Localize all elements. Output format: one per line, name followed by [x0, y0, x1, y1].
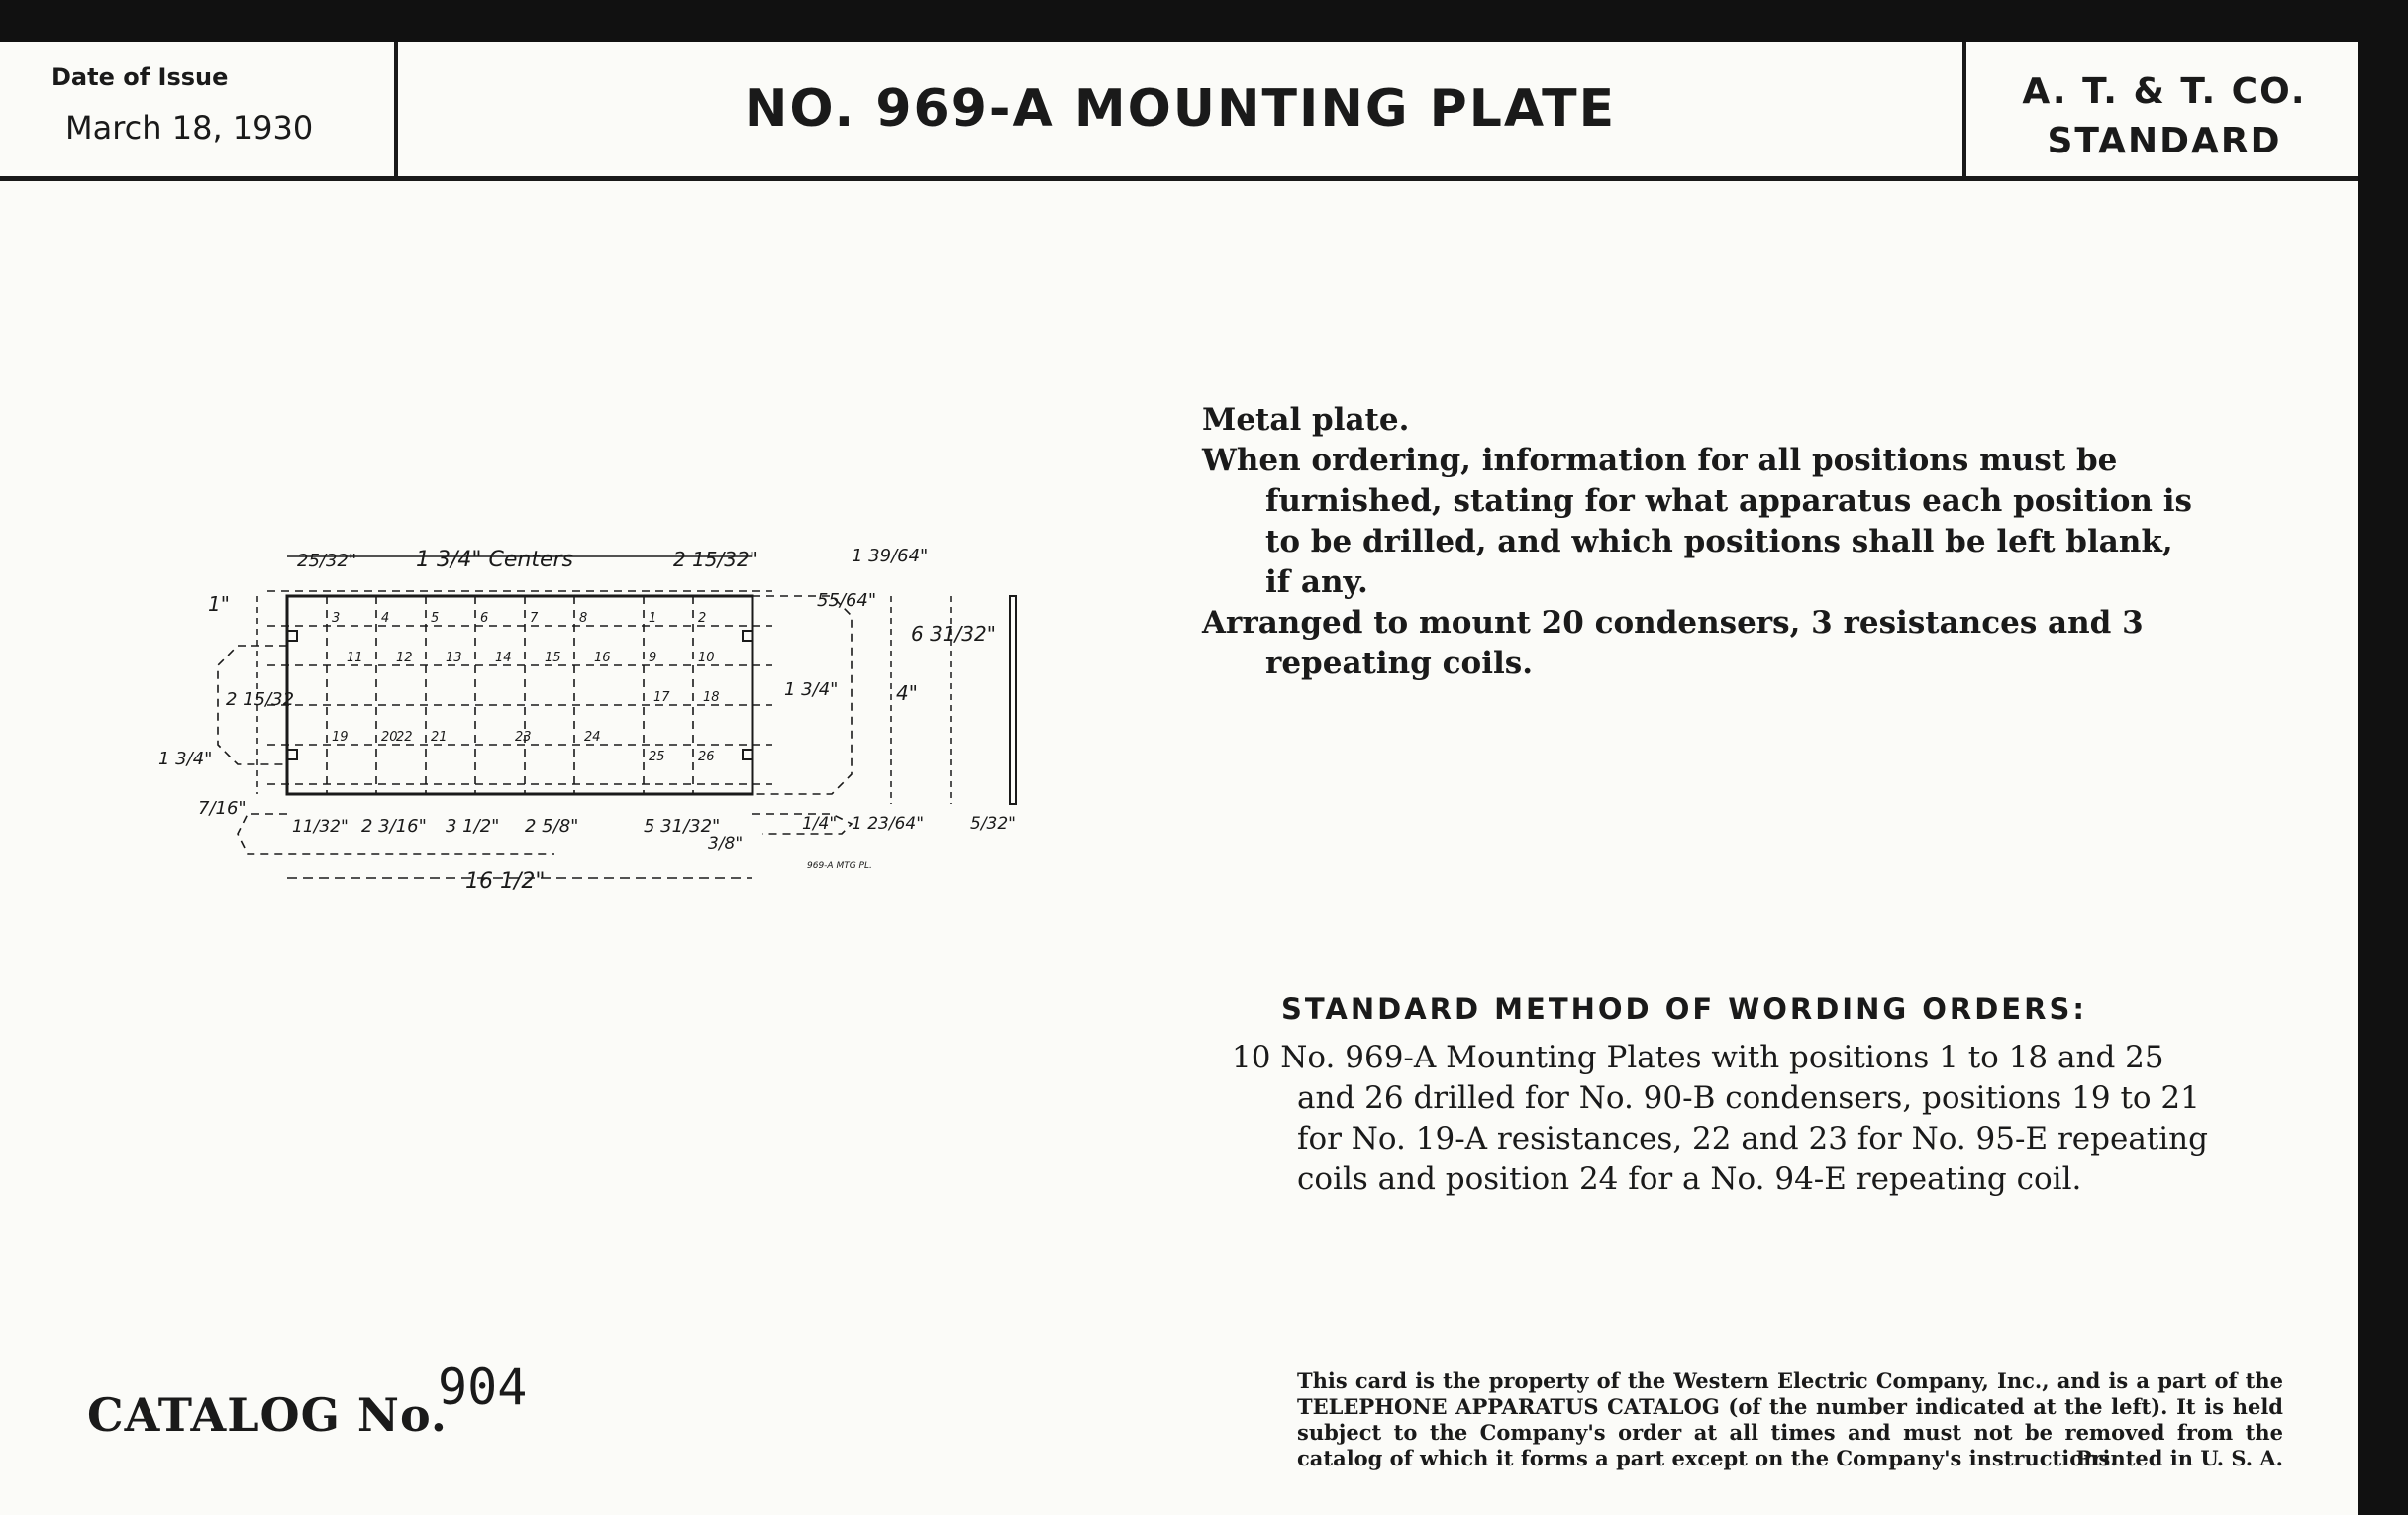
- position-label: 12: [396, 651, 413, 665]
- dim-2-3-16: 2 3/16": [361, 816, 427, 837]
- page-title: NO. 969-A MOUNTING PLATE: [744, 79, 1617, 139]
- position-label: 14: [495, 651, 512, 665]
- dim-overall: 16 1/2": [465, 869, 546, 894]
- position-label: 1: [649, 611, 657, 626]
- ownership-text: This card is the property of the Western Electric Company, Inc., and is a part of the TELEPHONE APPARATUS CATALOG (of the number indicated at the left). It is held subject to the Company's order at all times and must not be removed from the catalog of which it forms a part except on the Company's instructions.: [1297, 1368, 2283, 1470]
- dim-25-32: 25/32": [297, 551, 357, 571]
- dim-5-32: 5/32": [970, 814, 1016, 834]
- position-label: 25: [649, 750, 665, 764]
- position-label: 6: [480, 611, 489, 626]
- dim-1-39-64: 1 39/64": [852, 546, 929, 566]
- dim-1-23-64: 1 23/64": [852, 814, 925, 834]
- position-label: 10: [698, 651, 715, 665]
- dim-3-8: 3/8": [708, 834, 744, 854]
- mounting-plate-drawing: [158, 517, 1050, 933]
- catalog-label: CATALOG No.: [87, 1388, 448, 1442]
- dim-centers: 1 3/4" Centers: [416, 548, 574, 572]
- position-label: 20: [381, 730, 398, 745]
- position-label: 2: [698, 611, 707, 626]
- position-label: 13: [446, 651, 462, 665]
- dim-5-31-32: 5 31/32": [644, 816, 721, 837]
- issue-date-label: Date of Issue: [51, 63, 229, 91]
- position-label: 24: [584, 730, 601, 745]
- dim-1: 1": [208, 592, 230, 616]
- issue-date-box: [0, 42, 398, 176]
- position-label: 15: [545, 651, 561, 665]
- description-line: When ordering, information for all positions must be furnished, stating for what apparatus each position is to be drilled, and which positions shall be left blank, if any.: [1202, 443, 2192, 600]
- ownership-notice: [1297, 1368, 2283, 1471]
- dim-7-16: 7/16": [198, 798, 247, 819]
- dim-1-3-4-left: 1 3/4": [158, 749, 213, 769]
- position-label: 9: [649, 651, 657, 665]
- issue-date-value: March 18, 1930: [65, 109, 314, 147]
- card-header: [0, 42, 2358, 181]
- position-label: 16: [594, 651, 611, 665]
- position-label: 3: [332, 611, 341, 626]
- dim-2-15-32-side: 2 15/32: [226, 689, 295, 710]
- position-label: 11: [347, 651, 363, 665]
- catalog-card: [0, 42, 2358, 1515]
- position-label: 4: [381, 611, 390, 626]
- position-label: 5: [431, 611, 440, 626]
- dim-4: 4": [896, 681, 918, 705]
- position-label: 26: [698, 750, 715, 764]
- description-line: Arranged to mount 20 condensers, 3 resistances and 3 repeating coils.: [1202, 605, 2144, 681]
- dim-1-3-4-right: 1 3/4": [784, 679, 839, 700]
- standard-box: [1962, 42, 2362, 176]
- standard-label: STANDARD: [2047, 121, 2282, 161]
- dim-1-4: 1/4": [802, 814, 838, 834]
- standard-method-heading: STANDARD METHOD OF WORDING ORDERS:: [1281, 992, 2087, 1026]
- dim-2-5-8: 2 5/8": [525, 816, 579, 837]
- dim-3-1-2: 3 1/2": [446, 816, 500, 837]
- printed-in: Printed in U. S. A.: [2075, 1446, 2283, 1470]
- position-label: 19: [332, 730, 349, 745]
- position-label: 18: [703, 690, 720, 705]
- standard-method-body: 10 No. 969-A Mounting Plates with positions 1 to 18 and 25 and 26 drilled for No. 90-B condensers, positions 19 to 21 for No. 19-A resistances, 22 and 23 for No. 95-E repeating coils and position 24 for a No. 94-E repeating coil.: [1232, 1040, 2208, 1197]
- dim-11-32: 11/32": [292, 817, 349, 837]
- dim-2-15-32-top: 2 15/32": [673, 548, 758, 571]
- standard-company: A. T. & T. CO.: [2022, 71, 2307, 112]
- dim-55-64: 55/64": [817, 590, 877, 611]
- catalog-number: 904: [438, 1359, 528, 1416]
- position-label: 7: [530, 611, 539, 626]
- position-label: 23: [515, 730, 532, 745]
- description: [1202, 400, 2202, 684]
- position-label: 21: [431, 730, 448, 745]
- drawing-tag: 969-A MTG PL.: [807, 861, 872, 871]
- dim-6-31-32: 6 31/32": [911, 622, 996, 646]
- position-label: 22: [396, 730, 413, 745]
- description-line: Metal plate.: [1202, 402, 1410, 438]
- position-label: 17: [653, 690, 670, 705]
- position-label: 8: [579, 611, 588, 626]
